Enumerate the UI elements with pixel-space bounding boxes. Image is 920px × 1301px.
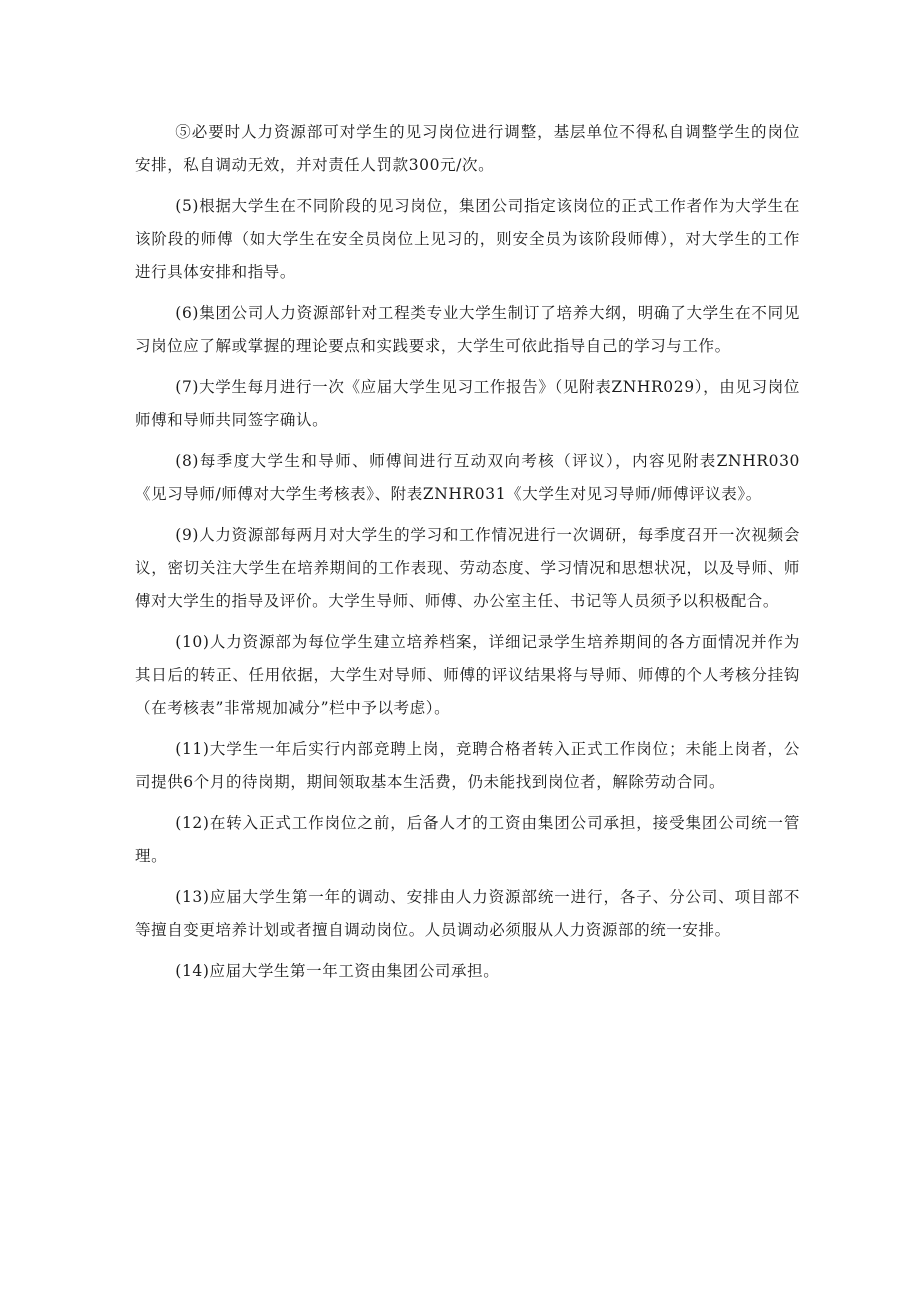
paragraph-item-13: (13)应届大学生第一年的调动、安排由人力资源部统一进行，各子、分公司、项目部不等擅自变更培养计划或者擅自调动岗位。人员调动必须服从人力资源部的统一安排。: [135, 888, 800, 939]
paragraph-item-14: (14)应届大学生第一年工资由集团公司承担。: [175, 962, 500, 980]
paragraph-item-6: (6)集团公司人力资源部针对工程类专业大学生制订了培养大纲，明确了大学生在不同见习岗位应了解或掌握的理论要点和实践要求，大学生可依此指导自己的学习与工作。: [135, 304, 800, 355]
paragraph-item-11: (11)大学生一年后实行内部竞聘上岗，竞聘合格者转入正式工作岗位；未能上岗者，公司提供6个月的待岗期，期间领取基本生活费，仍未能找到岗位者，解除劳动合同。: [135, 740, 800, 791]
paragraph-item-10: (10)人力资源部为每位学生建立培养档案，详细记录学生培养期间的各方面情况并作为其日后的转正、任用依据，大学生对导师、师傅的评议结果将与导师、师傅的个人考核分挂钩（在考核表”非常规加减分”栏中予以考虑）。: [135, 633, 800, 717]
paragraph-item-5-circled: ⑤必要时人力资源部可对学生的见习岗位进行调整，基层单位不得私自调整学生的岗位安排，私自调动无效，并对责任人罚款300元/次。: [135, 123, 800, 174]
document-body: [135, 116, 800, 996]
paragraph-item-7: (7)大学生每月进行一次《应届大学生见习工作报告》（见附表ZNHR029），由见习岗位师傅和导师共同签字确认。: [135, 378, 800, 429]
paragraph-item-12: (12)在转入正式工作岗位之前，后备人才的工资由集团公司承担，接受集团公司统一管理。: [135, 814, 800, 865]
paragraph-item-8: (8)每季度大学生和导师、师傅间进行互动双向考核（评议），内容见附表ZNHR030《见习导师/师傅对大学生考核表》、附表ZNHR031《大学生对见习导师/师傅评议表》。: [135, 452, 800, 503]
paragraph-item-9: (9)人力资源部每两月对大学生的学习和工作情况进行一次调研，每季度召开一次视频会议，密切关注大学生在培养期间的工作表现、劳动态度、学习情况和思想状况，以及导师、师傅对大学生的指导及评价。大学生导师、师傅、办公室主任、书记等人员须予以积极配合。: [135, 526, 800, 610]
paragraph-item-5: (5)根据大学生在不同阶段的见习岗位，集团公司指定该岗位的正式工作者作为大学生在该阶段的师傅（如大学生在安全员岗位上见习的，则安全员为该阶段师傅），对大学生的工作进行具体安排和指导。: [135, 197, 800, 281]
